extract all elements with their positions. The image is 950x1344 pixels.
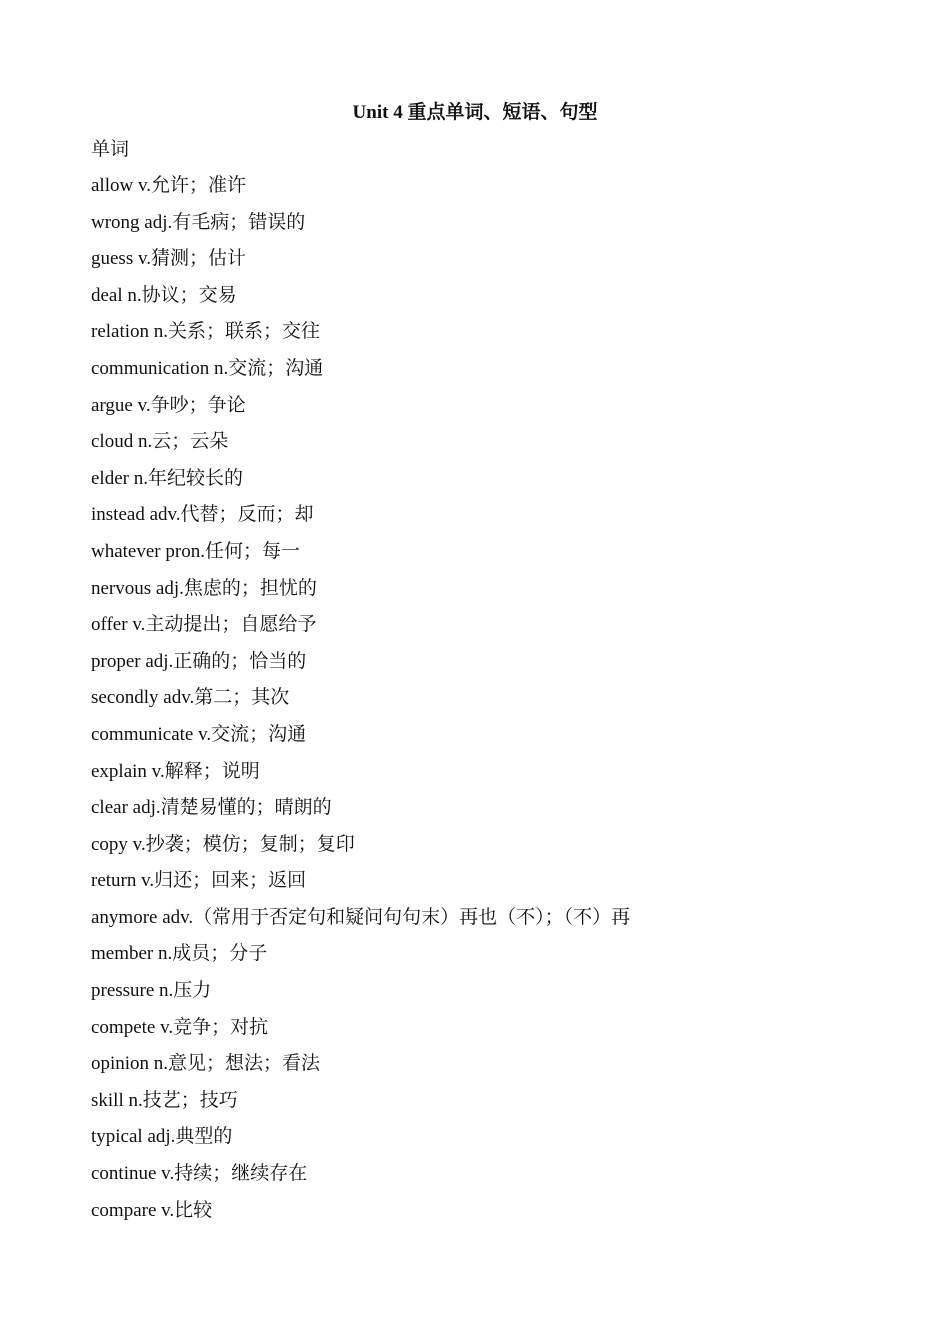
vocabulary-item: secondly adv.第二；其次: [91, 687, 290, 709]
vocabulary-item: communicate v.交流；沟通: [91, 723, 307, 745]
vocabulary-item: wrong adj.有毛病；错误的: [91, 211, 306, 233]
vocabulary-item: elder n.年纪较长的: [91, 467, 243, 489]
vocabulary-item: nervous adj.焦虑的；担忧的: [91, 577, 317, 599]
section-heading-words: 单词: [91, 139, 130, 160]
vocabulary-item: compete v.竞争；对抗: [91, 1016, 269, 1038]
vocabulary-item: instead adv.代替；反而；却: [91, 504, 314, 526]
vocabulary-item: communication n.交流；沟通: [91, 357, 324, 379]
vocabulary-item: copy v.抄袭；模仿；复制；复印: [91, 833, 355, 855]
vocabulary-item: compare v.比较: [91, 1199, 213, 1221]
vocabulary-item: return v.归还；回来；返回: [91, 870, 307, 892]
vocabulary-item: cloud n.云；云朵: [91, 431, 229, 453]
vocabulary-item: clear adj.清楚易懂的；晴朗的: [91, 797, 332, 819]
vocabulary-item: allow v.允许；准许: [91, 175, 246, 196]
vocabulary-item: relation n.关系；联系；交往: [91, 321, 321, 343]
vocabulary-item: whatever pron.任何；每一: [91, 540, 300, 562]
vocabulary-item: offer v.主动提出；自愿给予: [91, 614, 317, 636]
vocabulary-item: deal n.协议；交易: [91, 284, 237, 306]
vocabulary-item: typical adj.典型的: [91, 1126, 233, 1148]
document-title: Unit 4 重点单词、短语、句型: [352, 102, 598, 123]
vocabulary-list: [91, 173, 630, 1234]
vocabulary-item: pressure n.压力: [91, 980, 212, 1002]
vocabulary-item: anymore adv.（常用于否定句和疑问句句末）再也（不）；（不）再: [91, 906, 631, 928]
vocabulary-item: continue v.持续；继续存在: [91, 1163, 308, 1185]
vocabulary-item: explain v.解释；说明: [91, 760, 260, 782]
vocabulary-item: member n.成员；分子: [91, 943, 268, 965]
vocabulary-item: guess v.猜测；估计: [91, 248, 246, 270]
vocabulary-item: argue v.争吵；争论: [91, 394, 246, 416]
vocabulary-item: opinion n.意见；想法；看法: [91, 1053, 321, 1075]
vocabulary-item: proper adj.正确的；恰当的: [91, 650, 307, 672]
vocabulary-item: skill n.技艺；技巧: [91, 1089, 238, 1111]
